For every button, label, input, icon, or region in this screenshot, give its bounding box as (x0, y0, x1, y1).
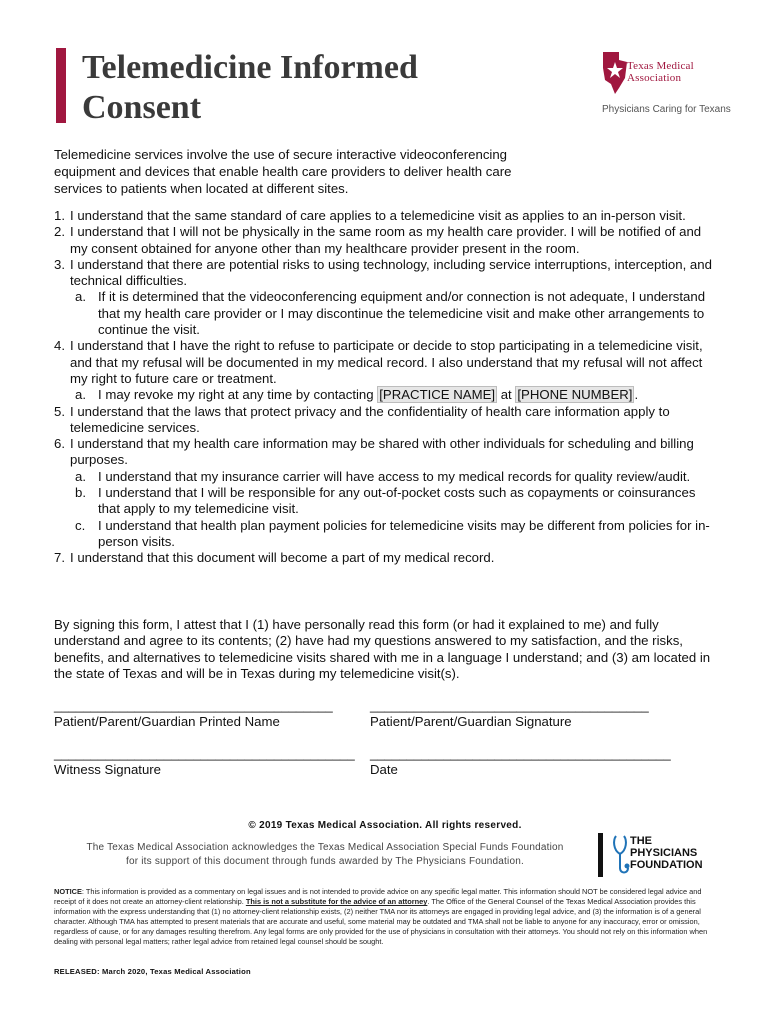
practice-name-field[interactable]: [PRACTICE NAME] (379, 387, 496, 403)
consent-item-6b: b. I understand that I will be responsible for any out-of-pocket costs such as copayments or coinsurances that apply to my telemedicine visit. (75, 485, 696, 517)
foundation-logo-line-3: FOUNDATION (630, 859, 703, 871)
tma-logo (601, 48, 731, 118)
release-date: RELEASED: March 2020, Texas Medical Association (54, 967, 251, 976)
acknowledgement-text: The Texas Medical Association acknowledges the Texas Medical Association Special Funds Foundation for its support of this document through funds awarded by The Physicians Foundation. (86, 842, 564, 867)
consent-item-3: 3. I understand that there are potential risks to using technology, including service interruptions, interception, and technical difficulties. (54, 256, 712, 289)
title-line-1: Telemedicine Informed (82, 49, 418, 86)
consent-item-1: 1. I understand that the same standard of care applies to a telemedicine visit as applies to an in-person visit. (54, 208, 686, 223)
consent-item-6c: c. I understand that health plan payment policies for telemedicine visits may be different from policies for in-person visits. (75, 517, 710, 549)
consent-item-6a: a. I understand that my insurance carrier will have access to my medical records for quality review/audit. (75, 468, 691, 484)
tma-logo-tagline: Physicians Caring for Texans (602, 104, 731, 115)
title-accent-bar (56, 48, 66, 123)
copyright-notice: © 2019 Texas Medical Association. All rights reserved. (248, 820, 522, 831)
consent-item-4: 4. I understand that I have the right to refuse to participate or decide to stop participating in a telemedicine visit, and that my refusal will be documented in my medical record. I also understand that my refusal will not affect my right to future care or treatment. (54, 338, 703, 386)
phone-number-field[interactable]: [PHONE NUMBER] (517, 387, 633, 403)
consent-item-2: 2. I understand that I will not be physically in the same room as my health care provider. I will be notified of and my consent obtained for anyone other than my healthcare provider present in the room. (54, 224, 702, 256)
date-line[interactable]: _________________________________________ (370, 746, 671, 761)
printed-name-label: Patient/Parent/Guardian Printed Name (54, 714, 280, 729)
stethoscope-icon (612, 834, 630, 878)
guardian-signature-block[interactable] (370, 698, 649, 730)
consent-item-4a: a. I may revoke my right at any time by contacting [PRACTICE NAME] at [PHONE NUMBER] . (75, 387, 639, 403)
title-line-2: Consent (82, 89, 202, 126)
consent-item-5: 5. I understand that the laws that protect privacy and the confidentiality of health care information apply to telemedicine services. (54, 403, 670, 435)
notice-label: NOTICE (54, 887, 82, 896)
foundation-logo-line-2: PHYSICIANS (630, 847, 698, 859)
witness-signature-block[interactable] (54, 746, 355, 778)
witness-signature-label: Witness Signature (54, 762, 162, 777)
consent-items-list (54, 208, 714, 567)
foundation-logo-line-1: THE (630, 835, 652, 847)
witness-signature-line[interactable]: _________________________________________ (54, 746, 355, 761)
printed-name-signature-block[interactable] (54, 698, 333, 730)
guardian-signature-label: Patient/Parent/Guardian Signature (370, 714, 572, 729)
date-label: Date (370, 762, 398, 777)
page-title (82, 48, 418, 128)
guardian-signature-line[interactable]: ______________________________________ (370, 698, 649, 713)
consent-item-6: 6. I understand that my health care information may be shared with other individuals for scheduling and billing purposes. (54, 436, 694, 468)
texas-star-icon (601, 48, 629, 96)
attestation-paragraph: By signing this form, I attest that I (1) have personally read this form (or had it explained to me) and fully understand and agree to its contents; (2) have had my questions answered to my satisfaction, and the risks, benefits, and alternatives to telemedicine visits shared with me in a language I understand; and (3) am located in the state of Texas and will be in Texas during my telemedicine visit(s). (54, 617, 711, 681)
printed-name-line[interactable]: ______________________________________ (54, 698, 333, 713)
consent-item-7: 7. I understand that this document will become a part of my medical record. (54, 550, 495, 566)
physicians-foundation-logo (612, 834, 712, 878)
intro-paragraph: Telemedicine services involve the use of secure interactive videoconferencing equipment and devices that enable health care providers to deliver health care services to patients when located at different sites. (54, 147, 512, 196)
tma-logo-name: Texas Medical Association (627, 60, 694, 84)
date-block[interactable] (370, 746, 671, 778)
legal-notice: NOTICE: This information is provided as a commentary on legal issues and is not intended to provide advice on any specific legal matter. This information should NOT be considered legal advice and receipt of it does not create an attorney-client relationship. This is not a substitute for the advice of an attorney. The Office of the General Counsel of the Texas Medical Association provides this information with the express understanding that (1) no attorney-client relationship exists, (2) neither TMA nor its attorneys are engaged in providing legal advice, and (3) the information is of a general character. Although TMA has attempted to present materials that are accurate and useful, some material may be outdated and TMA shall not be liable to anyone for any inaccuracy, error or omission, regardless of cause, or for any damages resulting therefrom. Any legal forms are only provided for the use of physicians in consultation with their attorneys. You should not rely on this information when dealing with personal legal matters; rather legal advice from retained legal counsel should be sought. (54, 887, 708, 947)
notice-emphasis: This is not a substitute for the advice of an attorney (245, 897, 428, 907)
foundation-divider-bar (598, 833, 603, 877)
consent-item-3a: a. If it is determined that the videoconferencing equipment and/or connection is not adequate, I understand that my health care provider or I may discontinue the telemedicine visit and make other arrangements to continue the visit. (75, 289, 706, 338)
